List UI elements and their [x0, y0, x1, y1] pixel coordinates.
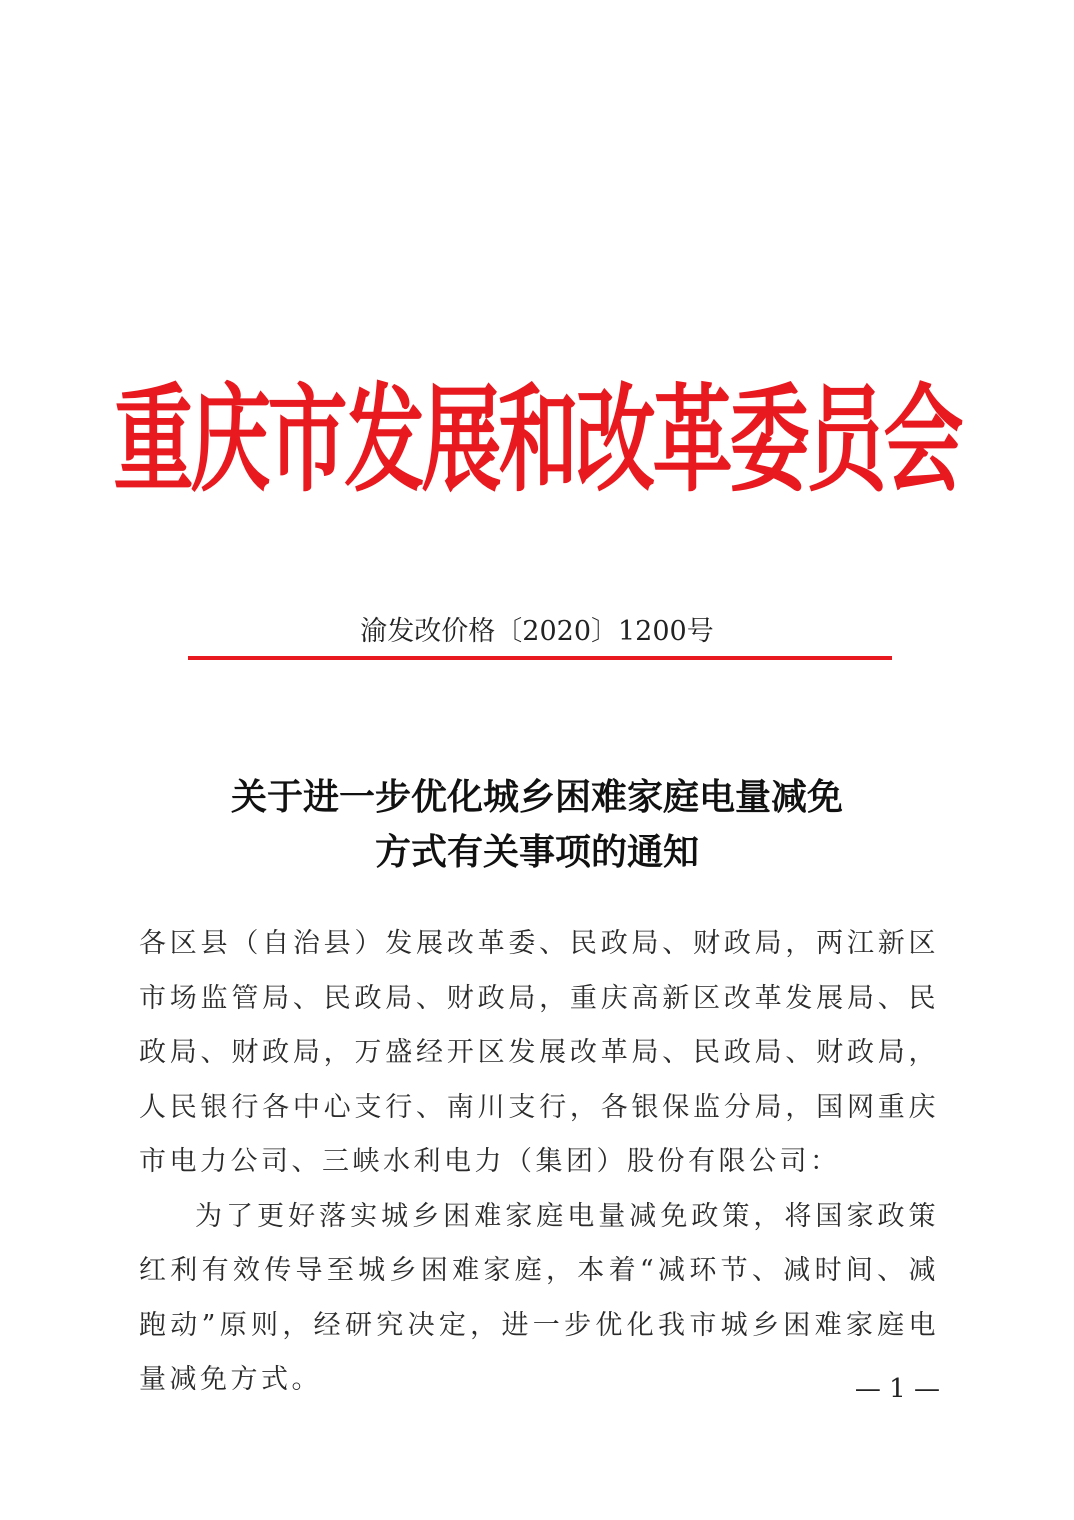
document-body — [139, 917, 939, 1408]
issuer-name: 重庆市发展和改革委员会 — [113, 372, 961, 508]
recipients-paragraph: 各区县（自治县）发展改革委、民政局、财政局，两江新区市场监管局、民政局、财政局，重庆高新区改革发展局、民政局、财政局，万盛经开区发展改革局、民政局、财政局，人民银行各中心支行、南川支行，各银保监分局，国网重庆市电力公司、三峡水利电力（集团）股份有限公司： — [139, 928, 939, 1177]
red-divider — [188, 656, 892, 660]
body-paragraph: 为了更好落实城乡困难家庭电量减免政策，将国家政策红利有效传导至城乡困难家庭，本着“减环节、减时间、减跑动”原则，经研究决定，进一步优化我市城乡困难家庭电量减免方式。 — [139, 1200, 939, 1395]
title-line-1: 关于进一步优化城乡困难家庭电量减免 — [230, 777, 843, 818]
page-number: — 1 — — [854, 1374, 940, 1404]
title-line-2: 方式有关事项的通知 — [374, 832, 699, 873]
document-title — [0, 770, 1074, 880]
issuer-masthead — [0, 366, 1074, 516]
document-number: 渝发改价格〔2020〕1200号 — [360, 616, 714, 647]
